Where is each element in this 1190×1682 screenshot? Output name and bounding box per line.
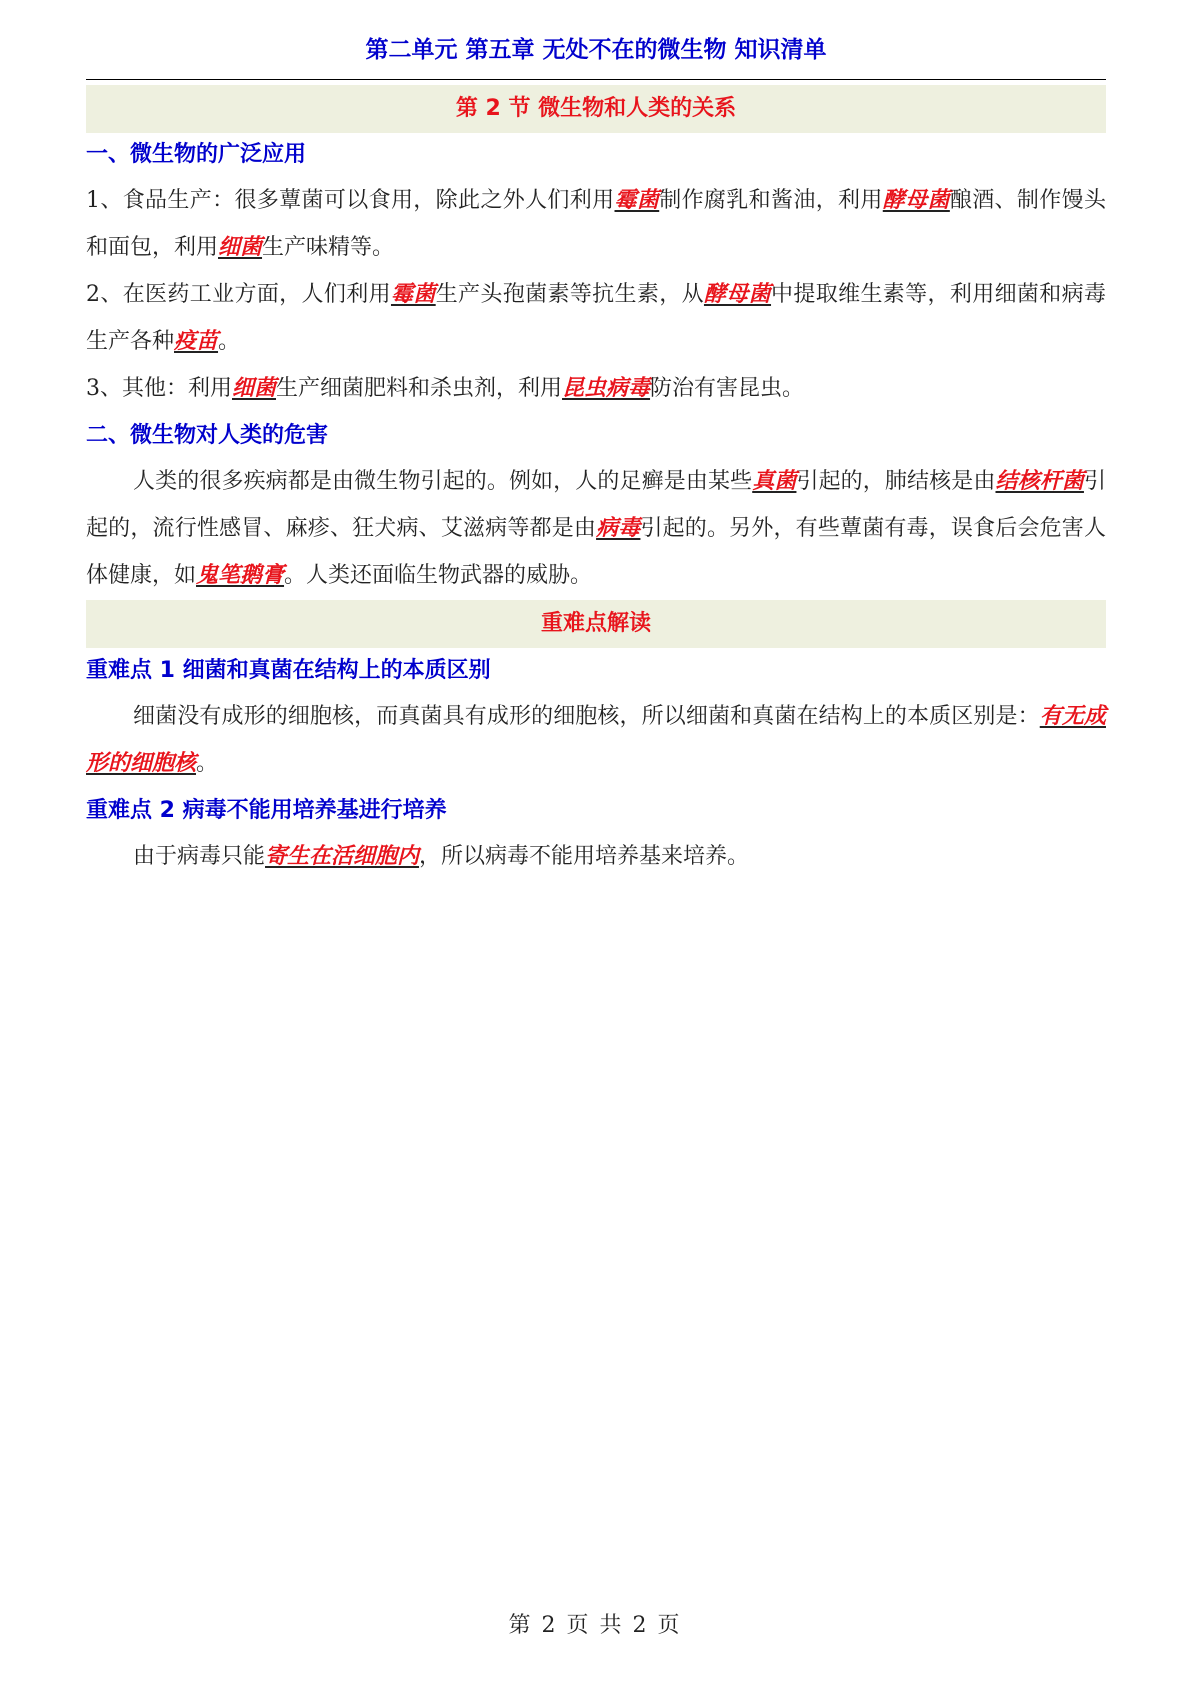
text: 人类的很多疾病都是由微生物引起的。例如，人的足癣是由某些	[133, 469, 753, 494]
section-title-band: 第 2 节 微生物和人类的关系	[86, 85, 1106, 133]
keyword: 霉菌	[390, 281, 436, 307]
keyword: 结核杆菌	[995, 468, 1084, 494]
text: 。	[218, 329, 241, 354]
keyword: 细菌	[232, 375, 277, 401]
text: 1、食品生产：很多蕈菌可以食用，除此之外人们利用	[86, 188, 615, 213]
keyword: 细菌	[218, 234, 263, 260]
text: 细菌没有成形的细胞核，而真菌具有成形的细胞核，所以细菌和真菌在结构上的本质区别是：	[133, 704, 1040, 729]
part2-heading: 二、微生物对人类的危害	[86, 423, 329, 448]
part2-paragraph	[86, 458, 1106, 599]
text: 引起的，肺结核是由	[796, 469, 996, 494]
text: 防治有害昆虫。	[650, 376, 805, 401]
keyword: 酵母菌	[882, 187, 950, 213]
keyword: 有无成形的细胞核	[86, 703, 1106, 776]
text: 引起的。另外，有些蕈菌有毒，误食后会危害人体健康，如	[86, 516, 1106, 588]
key2-heading: 重难点 2 病毒不能用培养基进行培养	[86, 798, 447, 823]
keyword: 真菌	[752, 468, 797, 494]
text: 3、其他：利用	[86, 376, 232, 401]
text: 。	[196, 751, 219, 776]
keyword: 寄生在活细胞内	[265, 843, 420, 869]
text: 生产细菌肥料和杀虫剂，利用	[276, 376, 563, 401]
text: 2、在医药工业方面，人们利用	[86, 282, 391, 307]
keyword: 疫苗	[174, 328, 219, 354]
keyword: 鬼笔鹅膏	[196, 562, 285, 588]
text: 中提取维生素等，利用细菌和病毒生产各种	[86, 282, 1106, 354]
part1-heading: 一、微生物的广泛应用	[86, 142, 307, 167]
key1-paragraph	[86, 693, 1106, 787]
keyword: 昆虫病毒	[562, 375, 651, 401]
text: 生产头孢菌素等抗生素，从	[435, 282, 704, 307]
text: 。人类还面临生物武器的威胁。	[284, 563, 593, 588]
document-title: 第二单元 第五章 无处不在的微生物 知识清单	[365, 37, 827, 63]
text: 引起的，流行性感冒、麻疹、狂犬病、艾滋病等都是由	[86, 469, 1106, 541]
part1-item2	[86, 271, 1106, 365]
keyword: 霉菌	[614, 187, 660, 213]
part1-item3	[86, 365, 1106, 412]
text: 生产味精等。	[262, 235, 395, 260]
text: ，所以病毒不能用培养基来培养。	[419, 844, 750, 869]
page-number: 第 2 页 共 2 页	[508, 1613, 682, 1638]
part1-item1	[86, 177, 1106, 271]
keyword: 酵母菌	[703, 281, 772, 307]
text: 由于病毒只能	[133, 844, 266, 869]
key2-paragraph	[86, 833, 1106, 880]
text: 酿酒、制作馒头和面包，利用	[86, 188, 1106, 260]
key1-heading: 重难点 1 细菌和真菌在结构上的本质区别	[86, 658, 491, 683]
key-points-band: 重难点解读	[86, 600, 1106, 648]
header-divider	[86, 79, 1106, 80]
text: 制作腐乳和酱油，利用	[659, 188, 883, 213]
keyword: 病毒	[596, 515, 641, 541]
